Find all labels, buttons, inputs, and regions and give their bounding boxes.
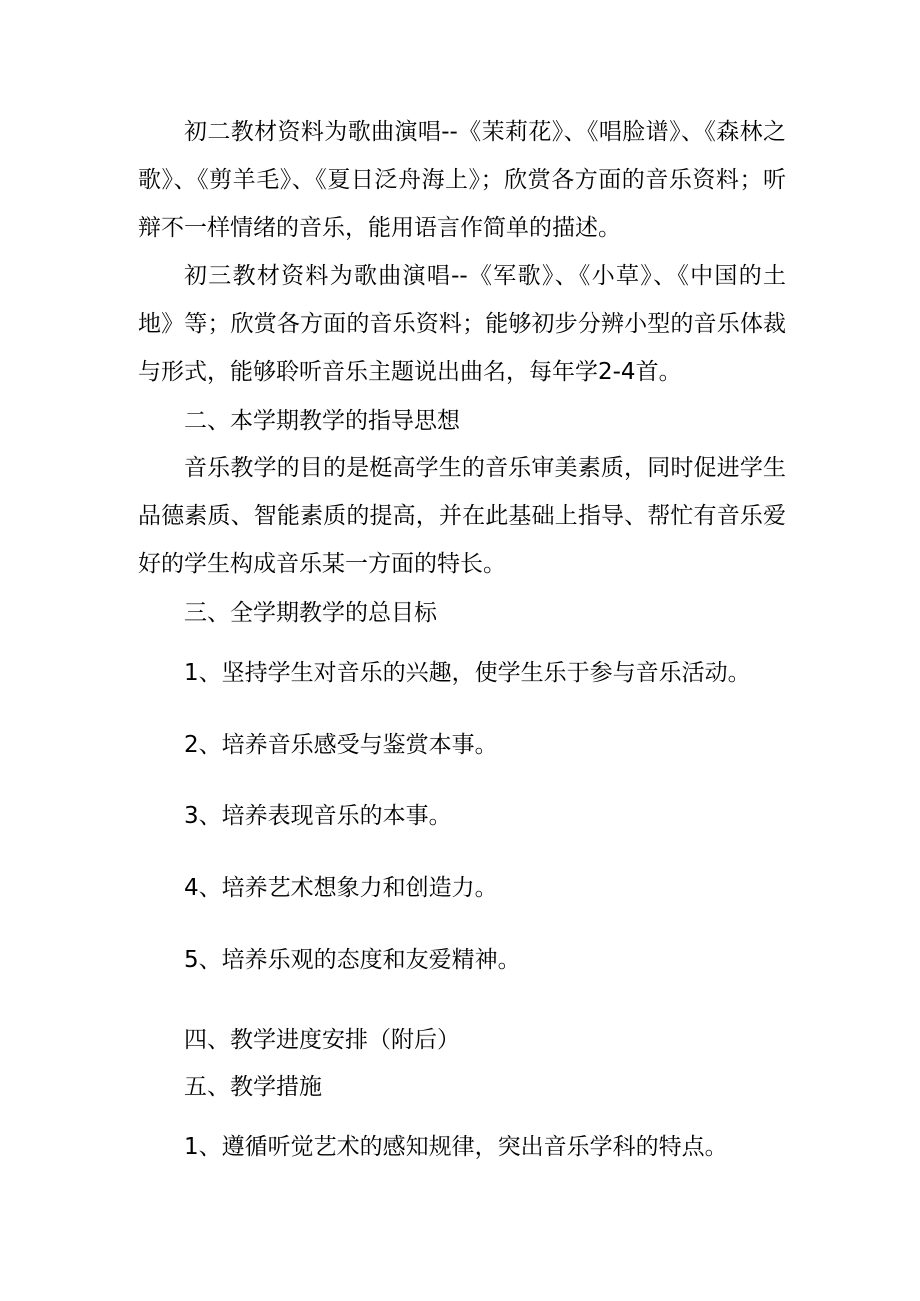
heading-overall-goals: 三、全学期教学的总目标 bbox=[184, 600, 437, 626]
paragraph-teaching-purpose: 音乐教学的目的是梃高学生的音乐审美素质，同时促进学生品德素质、智能素质的提高，并在此基础上指导、帮忙有音乐爱好的学生构成音乐某一方面的特长。 bbox=[138, 455, 786, 577]
heading-guiding-ideology: 二、本学期教学的指导思想 bbox=[184, 408, 460, 434]
goal-item-2: 2、培养音乐感受与鉴赏本事。 bbox=[184, 732, 498, 758]
paragraph-grade-two-materials: 初二教材资料为歌曲演唱--《茉莉花》、《唱脸谱》、《森林之歌》、《剪羊毛》、《夏日泛舟海上》；欣赏各方面的音乐资料；听辩不一样情绪的音乐，能用语言作简单的描述。 bbox=[138, 119, 786, 241]
goal-item-1: 1、坚持学生对音乐的兴趣，使学生乐于参与音乐活动。 bbox=[184, 660, 751, 686]
goal-item-3: 3、培养表现音乐的本事。 bbox=[184, 803, 452, 829]
paragraph-grade-three-materials: 初三教材资料为歌曲演唱--《军歌》、《小草》、《中国的土地》等；欣赏各方面的音乐资料；能够初步分辨小型的音乐体裁与形式，能够聆听音乐主题说出曲名，每年学2-4首。 bbox=[138, 263, 786, 385]
goal-item-5: 5、培养乐观的态度和友爱精神。 bbox=[184, 947, 521, 973]
heading-teaching-measures: 五、教学措施 bbox=[184, 1074, 322, 1100]
heading-schedule: 四、教学进度安排（附后） bbox=[184, 1027, 460, 1053]
measure-item-1: 1、遵循听觉艺术的感知规律，突出音乐学科的特点。 bbox=[184, 1134, 728, 1160]
goal-item-4: 4、培养艺术想象力和创造力。 bbox=[184, 875, 498, 901]
